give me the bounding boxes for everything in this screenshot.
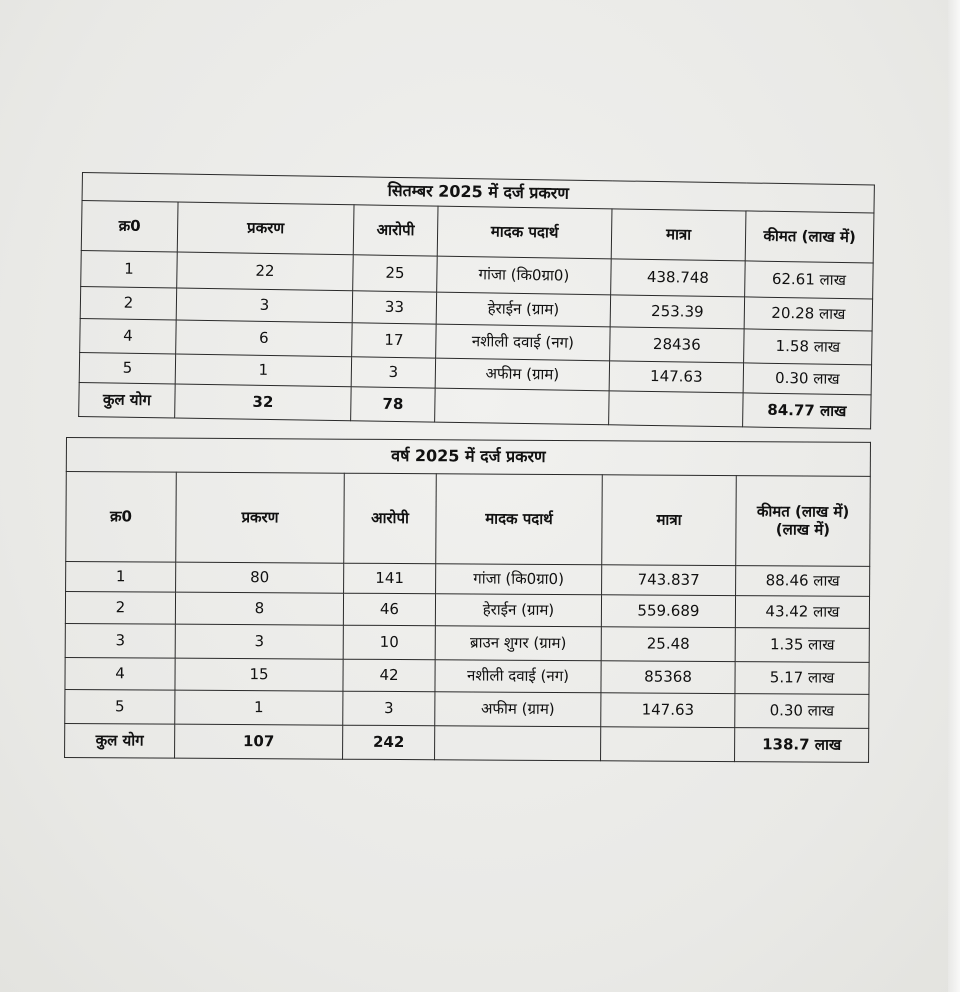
cell-cases: 80 (176, 562, 344, 593)
cell-cases: 3 (175, 624, 343, 659)
total-label: कुल योग (79, 382, 176, 418)
total-row (65, 723, 869, 762)
cell-cases: 6 (176, 320, 353, 357)
cell-serial: 1 (66, 562, 176, 593)
cell-value: 20.28 लाख (744, 297, 873, 331)
header-value: कीमत (लाख में) (745, 211, 874, 263)
total-substance (435, 726, 601, 761)
cell-value: 88.46 लाख (736, 566, 870, 597)
cell-accused: 3 (351, 357, 435, 388)
cell-quantity: 743.837 (602, 565, 736, 596)
cell-value: 43.42 लाख (735, 596, 869, 629)
header-cases: प्रकरण (177, 202, 354, 255)
total-accused: 78 (351, 387, 436, 422)
cell-cases: 22 (177, 252, 354, 291)
cell-quantity: 147.63 (601, 693, 735, 728)
cell-serial: 3 (65, 623, 175, 658)
cell-accused: 17 (352, 323, 437, 358)
cell-serial: 5 (79, 352, 175, 384)
total-cases: 32 (175, 384, 352, 421)
cell-serial: 2 (80, 286, 176, 320)
header-value: कीमत (लाख में) (लाख में) (736, 476, 871, 567)
cell-quantity: 253.39 (610, 295, 744, 329)
cell-quantity: 438.748 (611, 259, 746, 297)
cell-cases: 3 (176, 288, 352, 323)
header-row (66, 472, 871, 567)
table-row (65, 689, 869, 728)
cell-cases: 8 (175, 592, 343, 625)
header-cases: प्रकरण (176, 472, 345, 563)
header-substance: मादक पदार्थ (436, 474, 603, 565)
total-label: कुल योग (65, 723, 175, 758)
cell-serial: 4 (65, 657, 175, 690)
header-accused: आरोपी (353, 205, 438, 256)
cell-serial: 4 (80, 318, 177, 354)
total-cases: 107 (175, 724, 343, 759)
table-title: सितम्बर 2025 में दर्ज प्रकरण (82, 173, 874, 213)
table-row (66, 562, 870, 597)
cell-accused: 141 (344, 563, 436, 594)
cell-substance: गांजा (कि0ग्रा0) (436, 564, 602, 595)
table-row (65, 592, 869, 629)
header-serial: क्र0 (66, 472, 177, 563)
cell-accused: 25 (353, 255, 438, 292)
cell-serial: 1 (81, 250, 178, 288)
header-accused: आरोपी (344, 473, 437, 564)
table-row (65, 657, 869, 694)
header-substance: मादक पदार्थ (437, 206, 612, 259)
table-row (65, 623, 869, 662)
cell-substance: ब्राउन शुगर (ग्राम) (435, 626, 601, 661)
cell-quantity: 559.689 (601, 595, 735, 628)
cell-accused: 3 (343, 691, 435, 726)
cell-substance: गांजा (कि0ग्रा0) (437, 256, 612, 295)
cell-accused: 10 (343, 625, 435, 660)
cell-cases: 1 (175, 690, 343, 725)
total-substance (435, 388, 610, 425)
total-value: 84.77 लाख (743, 393, 872, 429)
cell-serial: 2 (65, 592, 175, 625)
total-quantity (609, 391, 744, 427)
table-september-2025 (78, 172, 875, 429)
header-serial: क्र0 (81, 201, 178, 253)
cell-substance: अफीम (ग्राम) (435, 358, 609, 391)
cell-substance: हेराईन (ग्राम) (436, 292, 610, 327)
cell-value: 1.35 लाख (735, 628, 869, 663)
cell-value: 5.17 लाख (735, 662, 869, 695)
cell-substance: अफीम (ग्राम) (435, 692, 601, 727)
cell-value: 62.61 लाख (745, 261, 874, 299)
paper-edge (948, 0, 960, 992)
header-quantity: मात्रा (611, 209, 746, 261)
cell-serial: 5 (65, 689, 175, 724)
cell-accused: 42 (343, 659, 435, 692)
cell-quantity: 147.63 (609, 361, 743, 393)
total-quantity (601, 727, 735, 762)
cell-accused: 33 (352, 291, 436, 324)
cell-value: 0.30 लाख (743, 363, 871, 395)
cell-quantity: 85368 (601, 661, 735, 694)
cell-value: 0.30 लाख (735, 694, 869, 729)
cell-cases: 15 (175, 658, 343, 691)
table-year-2025 (64, 437, 871, 763)
table-title: वर्ष 2025 में दर्ज प्रकरण (66, 438, 870, 477)
total-accused: 242 (343, 725, 435, 760)
cell-quantity: 28436 (610, 327, 745, 363)
cell-substance: हेराईन (ग्राम) (435, 594, 601, 627)
cell-substance: नशीली दवाई (नग) (435, 660, 601, 693)
cell-quantity: 25.48 (601, 627, 735, 662)
total-value: 138.7 लाख (735, 728, 869, 763)
cell-accused: 46 (343, 593, 435, 626)
cell-value: 1.58 लाख (744, 329, 873, 365)
header-quantity: मात्रा (602, 475, 737, 566)
cell-cases: 1 (175, 354, 351, 387)
cell-substance: नशीली दवाई (नग) (436, 324, 611, 361)
